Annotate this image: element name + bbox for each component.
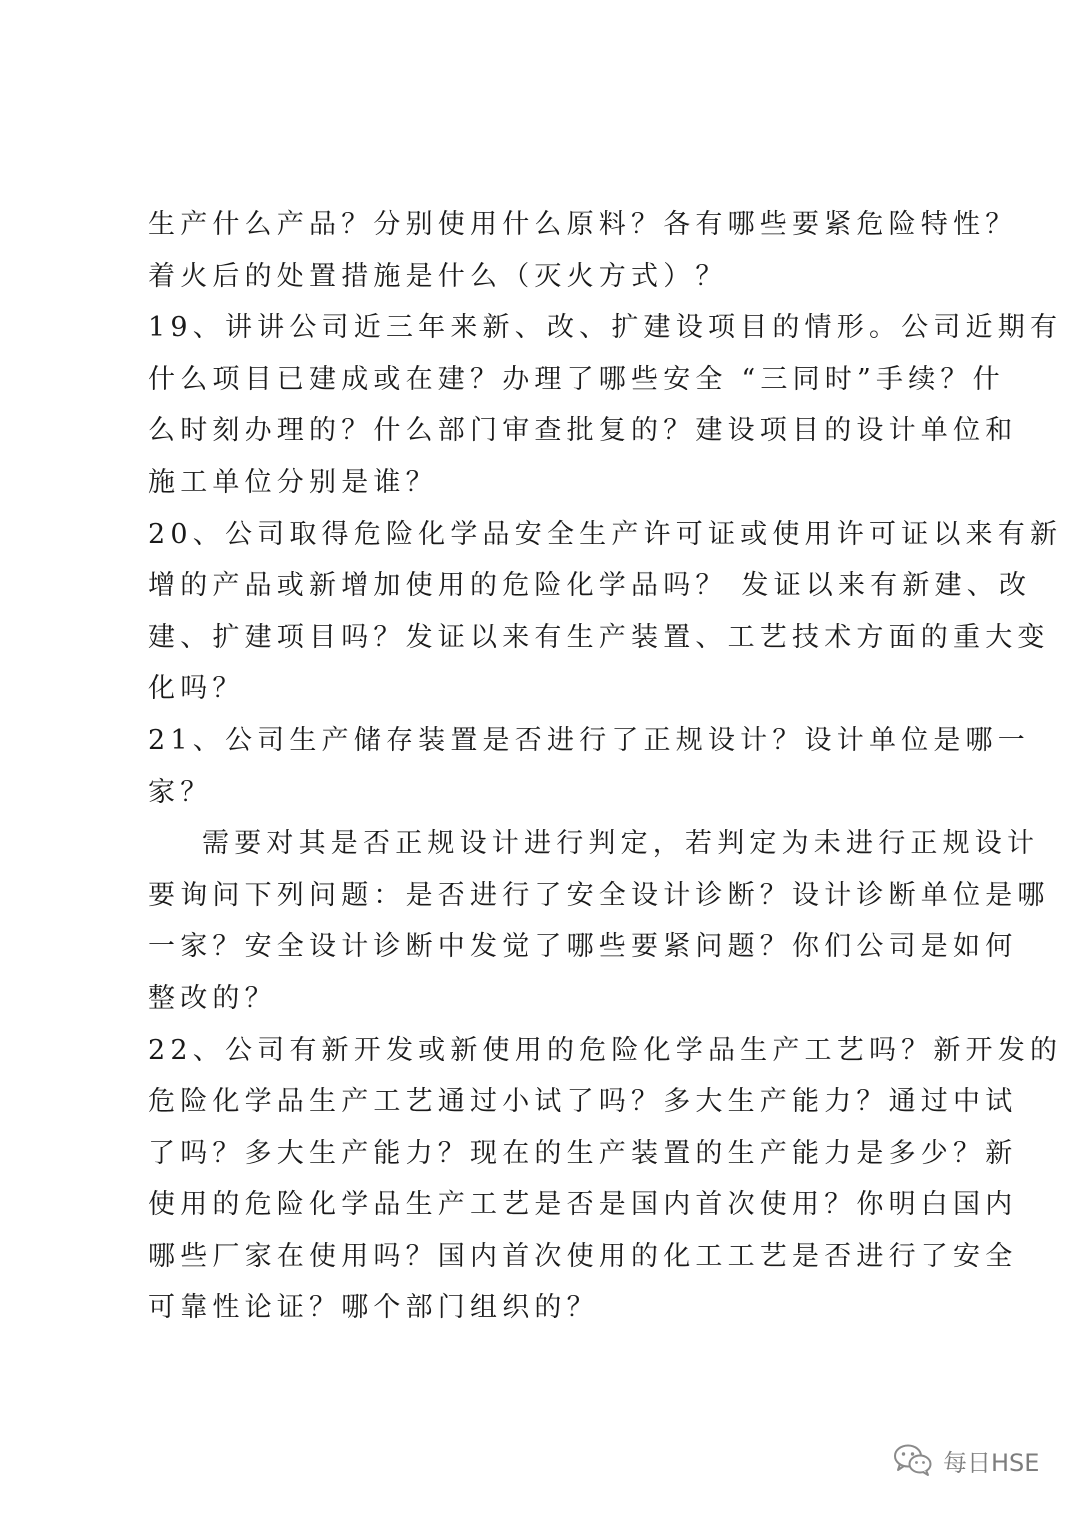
text-line: 着火后的处置措施是什么（灭火方式）？ [148, 260, 728, 292]
question-22-line: 22、公司有新开发或新使用的危险化学品生产工艺吗？新开发的 [148, 1034, 1063, 1066]
text-line: 危险化学品生产工艺通过小试了吗？多大生产能力？通过中试 [148, 1086, 1018, 1118]
text-line: 施工单位分别是谁？ [148, 466, 438, 498]
text-line: 家？ [148, 776, 213, 808]
text-line: 可靠性论证？哪个部门组织的？ [148, 1292, 599, 1324]
text-line: 生产什么产品？分别使用什么原料？各有哪些要紧危险特性？ [148, 209, 1018, 240]
question-21-line: 21、公司生产储存装置是否进行了正规设计？设计单位是哪一 [148, 724, 1030, 756]
text-line: 增的产品或新增加使用的危险化学品吗？ 发证以来有新建、改 [148, 570, 1032, 602]
text-line: 哪些厂家在使用吗？国内首次使用的化工工艺是否进行了安全 [148, 1240, 1018, 1272]
text-line: 一家？安全设计诊断中发觉了哪些要紧问题？你们公司是如何 [148, 931, 1018, 963]
text-line: 建、扩建项目吗？发证以来有生产装置、工艺技术方面的重大变 [148, 621, 1050, 653]
text-line: 化吗？ [148, 673, 245, 705]
text-line: 么时刻办理的？什么部门审查批复的？建设项目的设计单位和 [148, 415, 1018, 447]
text-line: 整改的？ [148, 982, 277, 1014]
wechat-icon [893, 1443, 933, 1477]
watermark-label: 每日HSE [943, 1448, 1040, 1477]
text-line: 要询问下列问题：是否进行了安全设计诊断？设计诊断单位是哪 [148, 879, 1050, 911]
document-body [148, 199, 1063, 1334]
text-line: 使用的危险化学品生产工艺是否是国内首次使用？你明白国内 [148, 1189, 1018, 1221]
question-20-line: 20、公司取得危险化学品安全生产许可证或使用许可证以来有新 [148, 518, 1063, 550]
paragraph-indent-line: 需要对其是否正规设计进行判定，若判定为未进行正规设计 [202, 828, 1040, 860]
text-line: 了吗？多大生产能力？现在的生产装置的生产能力是多少？新 [148, 1137, 1018, 1169]
watermark [893, 1440, 1039, 1480]
text-line: 什么项目已建成或在建？办理了哪些安全 “三同时”手续？什 [148, 363, 1005, 395]
question-19-line: 19、讲讲公司近三年来新、改、扩建设项目的情形。公司近期有 [148, 312, 1063, 344]
